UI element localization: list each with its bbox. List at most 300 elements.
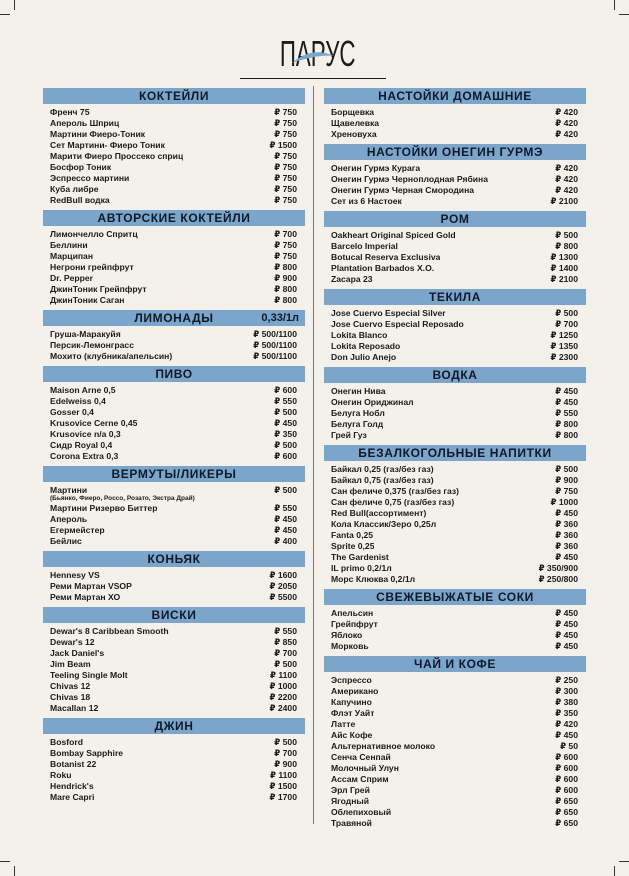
menu-item-price: ₽ 750: [555, 486, 578, 496]
menu-item-list: [324, 672, 586, 833]
menu-item-price: ₽ 500: [555, 464, 578, 474]
menu-item-price: ₽ 700: [555, 319, 578, 329]
menu-item-name: Red Bull(ассортимент): [331, 508, 427, 518]
menu-item: [50, 251, 297, 262]
section-volume-note: 0,33/1л: [261, 312, 299, 324]
section-header: [43, 366, 305, 382]
section-title: ВЕРМУТЫ/ЛИКЕРЫ: [111, 467, 237, 481]
menu-item-name: Молочный Улун: [331, 763, 399, 773]
menu-item-name: Roku: [50, 770, 72, 780]
menu-item-name: Мартини: [50, 485, 88, 495]
menu-item-price: ₽ 600: [274, 385, 297, 395]
menu-column-right: [324, 88, 586, 833]
menu-item-name: Мартини Ризерво Биттер: [50, 503, 158, 513]
menu-item-price: ₽ 300: [555, 686, 578, 696]
menu-item-price: ₽ 500/1100: [253, 329, 297, 339]
menu-item-name: Белуга Нобл: [331, 408, 385, 418]
menu-item-price: ₽ 600: [274, 451, 297, 461]
menu-item-name: Сет Мартини- Фиеро Тоник: [50, 140, 165, 150]
menu-item-price: ₽ 850: [274, 637, 297, 647]
section-title: ВОДКА: [432, 368, 478, 382]
menu-item-name: Corona Extra 0,3: [50, 451, 119, 461]
crop-mark: [0, 14, 10, 15]
menu-item-list: [43, 104, 305, 210]
menu-item-price: ₽ 800: [274, 284, 297, 294]
menu-item-price: ₽ 500: [555, 230, 578, 240]
menu-item-name: Ягодный: [331, 796, 370, 806]
menu-item-price: ₽ 600: [555, 774, 578, 784]
menu-item-name: Онегин Нива: [331, 386, 386, 396]
menu-item: [331, 574, 578, 585]
menu-item-name: Груша-Маракуйя: [50, 329, 121, 339]
menu-item: [50, 396, 297, 407]
menu-item: [331, 530, 578, 541]
menu-item-name: Krusovice Cerne 0,45: [50, 418, 138, 428]
menu-section: [324, 211, 586, 289]
menu-item-name: IL primo 0,2/1л: [331, 563, 392, 573]
menu-item-price: ₽ 700: [274, 748, 297, 758]
section-header: [43, 210, 305, 226]
menu-item-name: Бейлис: [50, 536, 82, 546]
menu-item: [50, 229, 297, 240]
section-title: НАСТОЙКИ ДОМАШНИЕ: [378, 89, 532, 103]
menu-item-price: ₽ 400: [274, 536, 297, 546]
section-title: ПИВО: [155, 367, 193, 381]
menu-item-price: ₽ 500: [274, 659, 297, 669]
menu-item: [50, 570, 297, 581]
menu-section: [43, 466, 305, 551]
menu-item-name: Егермейстер: [50, 525, 105, 535]
menu-section: [43, 718, 305, 807]
menu-item: [331, 397, 578, 408]
menu-section: [324, 656, 586, 833]
menu-item: [50, 184, 297, 195]
menu-item: [331, 741, 578, 752]
menu-item-name: Gosser 0,4: [50, 407, 94, 417]
menu-item-price: ₽ 420: [555, 163, 578, 173]
menu-item-name: ДжинТоник Саган: [50, 295, 125, 305]
section-header: [43, 607, 305, 623]
section-header: [43, 718, 305, 734]
menu-item: [331, 341, 578, 352]
menu-item: [50, 781, 297, 792]
menu-item-price: ₽ 750: [274, 195, 297, 205]
menu-item-name: Эрл Грей: [331, 785, 370, 795]
menu-item-price: ₽ 900: [555, 475, 578, 485]
menu-item-price: ₽ 450: [555, 641, 578, 651]
menu-item-price: ₽ 2100: [550, 196, 578, 206]
menu-item-name: Апероль: [50, 514, 88, 524]
menu-item-price: ₽ 1000: [550, 497, 578, 507]
menu-item: [331, 541, 578, 552]
menu-item: [331, 818, 578, 829]
menu-item-name: Негрони грейпфрут: [50, 262, 134, 272]
menu-item-name: Онегин Гурмэ Курага: [331, 163, 421, 173]
menu-item-price: ₽ 5500: [269, 592, 297, 602]
menu-item-price: ₽ 500/1100: [253, 340, 297, 350]
menu-item-price: ₽ 2200: [269, 692, 297, 702]
menu-item-name: Облепиховый: [331, 807, 392, 817]
menu-item-name: Plantation Barbados X.O.: [331, 263, 435, 273]
menu-item-price: ₽ 420: [555, 185, 578, 195]
menu-item-price: ₽ 450: [555, 508, 578, 518]
menu-item-name: Яблоко: [331, 630, 363, 640]
menu-item: [331, 352, 578, 363]
menu-item-price: ₽ 800: [274, 262, 297, 272]
crop-mark: [614, 866, 615, 876]
menu-section: [324, 289, 586, 367]
menu-item-price: ₽ 700: [274, 648, 297, 658]
menu-item: [50, 503, 297, 514]
menu-section: [43, 551, 305, 607]
menu-item: [50, 759, 297, 770]
section-title: СВЕЖЕВЫЖАТЫЕ СОКИ: [376, 590, 534, 604]
section-title: ДЖИН: [154, 719, 194, 733]
menu-item: [50, 407, 297, 418]
menu-item-price: ₽ 750: [274, 118, 297, 128]
menu-item-name: Dr. Pepper: [50, 273, 93, 283]
menu-item-price: ₽ 2100: [550, 274, 578, 284]
menu-item-price: ₽ 360: [555, 530, 578, 540]
section-header: [324, 367, 586, 383]
menu-item: [50, 429, 297, 440]
menu-item-price: ₽ 350: [274, 429, 297, 439]
crop-mark: [619, 14, 629, 15]
section-title: ЛИМОНАДЫ: [134, 311, 214, 325]
menu-item-name: Сан феличе 0,375 (газ/без газ): [331, 486, 459, 496]
menu-item-name: Jack Daniel's: [50, 648, 105, 658]
section-title: РОМ: [440, 212, 470, 226]
menu-item-name: Айс Кофе: [331, 730, 373, 740]
menu-item: [50, 140, 297, 151]
menu-item-price: ₽ 450: [555, 730, 578, 740]
section-header: [324, 144, 586, 160]
menu-item-price: ₽ 350/900: [538, 563, 578, 573]
menu-item: [50, 385, 297, 396]
menu-section: [324, 88, 586, 144]
menu-item-price: ₽ 550: [555, 408, 578, 418]
menu-item: [50, 129, 297, 140]
section-header: [324, 289, 586, 305]
menu-item-name: Байкал 0,25 (газ/без газ): [331, 464, 434, 474]
menu-item-price: ₽ 420: [555, 129, 578, 139]
menu-section: [43, 607, 305, 718]
menu-item: [331, 475, 578, 486]
menu-item-price: ₽ 500: [274, 737, 297, 747]
menu-item-name: Хреновуха: [331, 129, 377, 139]
menu-item-price: ₽ 550: [274, 503, 297, 513]
crop-mark: [619, 861, 629, 862]
menu-item: [50, 703, 297, 714]
menu-item: [50, 351, 297, 362]
menu-item-name: Флэт Уайт: [331, 708, 375, 718]
menu-item: [331, 308, 578, 319]
menu-item-name: Френч 75: [50, 107, 90, 117]
section-header: [324, 589, 586, 605]
menu-item-name: Альтернативное молоко: [331, 741, 436, 751]
menu-item-name: RedBull водка: [50, 195, 110, 205]
menu-item-price: ₽ 360: [555, 541, 578, 551]
menu-item: [50, 648, 297, 659]
menu-item: [331, 430, 578, 441]
menu-item: [50, 329, 297, 340]
brand-logo: [278, 32, 358, 74]
menu-item-price: ₽ 420: [555, 118, 578, 128]
menu-item: [50, 692, 297, 703]
menu-section: [324, 445, 586, 589]
menu-item-name: Botucal Reserva Exclusiva: [331, 252, 441, 262]
crop-mark: [14, 866, 15, 876]
menu-item-name: Онегин Ориджинал: [331, 397, 414, 407]
menu-item: [50, 592, 297, 603]
menu-item: [331, 185, 578, 196]
menu-item-name: Грейпфрут: [331, 619, 378, 629]
menu-item-price: ₽ 380: [555, 697, 578, 707]
menu-item-price: ₽ 1250: [550, 330, 578, 340]
menu-item-name: Сан феличе 0,75 (газ/без газ): [331, 497, 455, 507]
menu-item: [331, 252, 578, 263]
section-title: АВТОРСКИЕ КОКТЕЙЛИ: [97, 211, 251, 225]
menu-item-name: Марити Фиеро Проссеко сприц: [50, 151, 184, 161]
menu-item-list: [324, 605, 586, 656]
menu-item-name: ДжинТоник Грейпфрут: [50, 284, 147, 294]
menu-item-price: ₽ 1100: [269, 670, 297, 680]
menu-item-price: ₽ 1350: [550, 341, 578, 351]
menu-item-list: [43, 567, 305, 607]
menu-section: [324, 589, 586, 656]
menu-item-name: Chivas 18: [50, 692, 91, 702]
menu-item: [50, 581, 297, 592]
menu-item: [331, 196, 578, 207]
menu-item-name: Реми Мартан ХО: [50, 592, 121, 602]
menu-item-price: ₽ 750: [274, 151, 297, 161]
menu-item-name: Кола Классик/Зеро 0,25л: [331, 519, 437, 529]
menu-item: [331, 497, 578, 508]
menu-item: [331, 107, 578, 118]
menu-item: [50, 262, 297, 273]
menu-item-name: Американо: [331, 686, 379, 696]
menu-item-price: ₽ 550: [274, 626, 297, 636]
menu-item: [50, 107, 297, 118]
menu-item-name: Edelweiss 0,4: [50, 396, 106, 406]
menu-item-price: ₽ 360: [555, 519, 578, 529]
menu-item: [331, 230, 578, 241]
menu-item: [50, 240, 297, 251]
menu-item: [50, 681, 297, 692]
menu-item: [331, 785, 578, 796]
menu-item: [331, 508, 578, 519]
menu-item: [331, 118, 578, 129]
menu-item: [50, 440, 297, 451]
menu-item-price: ₽ 750: [274, 240, 297, 250]
menu-item-name: Капучино: [331, 697, 372, 707]
menu-item-price: ₽ 1700: [269, 792, 297, 802]
menu-item-price: ₽ 750: [274, 184, 297, 194]
menu-item: [50, 162, 297, 173]
menu-item-price: ₽ 420: [555, 719, 578, 729]
menu-item-name: Морс Клюква 0,2/1л: [331, 574, 416, 584]
crop-mark: [614, 0, 615, 10]
brand-logo-text: ПАРУС: [279, 34, 356, 74]
menu-item-list: [324, 227, 586, 289]
menu-item-name: Марципан: [50, 251, 94, 261]
menu-item: [50, 637, 297, 648]
menu-item-name: Реми Мартан VSOP: [50, 581, 132, 591]
menu-item-list: [43, 734, 305, 807]
menu-item: [50, 418, 297, 429]
menu-item: [331, 796, 578, 807]
menu-item: [331, 641, 578, 652]
section-header: [324, 88, 586, 104]
section-title: КОКТЕЙЛИ: [138, 89, 210, 103]
menu-item: [331, 752, 578, 763]
menu-item-name: Грей Гуз: [331, 430, 367, 440]
menu-item-name: Chivas 12: [50, 681, 91, 691]
menu-section: [43, 88, 305, 210]
menu-item-price: ₽ 650: [555, 796, 578, 806]
menu-item: [331, 486, 578, 497]
menu-item-name: Латте: [331, 719, 356, 729]
menu-item-name: Jose Cuervo Especial Reposado: [331, 319, 464, 329]
menu-item-name: Jim Beam: [50, 659, 91, 669]
menu-item-price: ₽ 2400: [269, 703, 297, 713]
menu-item-name: Mare Capri: [50, 792, 95, 802]
menu-item: [50, 748, 297, 759]
menu-item-price: ₽ 600: [555, 763, 578, 773]
menu-item: [331, 774, 578, 785]
menu-item: [50, 737, 297, 748]
menu-item: [331, 730, 578, 741]
menu-item-price: ₽ 250/800: [538, 574, 578, 584]
menu-item-price: ₽ 650: [555, 807, 578, 817]
menu-item-note: (Бьянко, Фиеро, Россо, Розато, Экстра Драй): [50, 495, 195, 502]
menu-item: [50, 151, 297, 162]
menu-item-list: [43, 623, 305, 718]
menu-item-name: Oakheart Original Spiced Gold: [331, 230, 456, 240]
menu-item-name: Macallan 12: [50, 703, 99, 713]
menu-item-name: Сидр Royal 0,4: [50, 440, 113, 450]
menu-item: [331, 386, 578, 397]
section-header: [324, 445, 586, 461]
menu-item-name: Травяной: [331, 818, 372, 828]
menu-item-name: Dewar's 12: [50, 637, 95, 647]
menu-item: [331, 608, 578, 619]
menu-item: [50, 514, 297, 525]
menu-item-price: ₽ 600: [555, 752, 578, 762]
menu-item: [331, 675, 578, 686]
menu-item-price: ₽ 900: [274, 759, 297, 769]
menu-item: [50, 770, 297, 781]
menu-item-name: Эспрессо мартини: [50, 173, 130, 183]
menu-item: [50, 670, 297, 681]
menu-item: [331, 763, 578, 774]
section-header: [324, 211, 586, 227]
logo-underline: [240, 78, 386, 79]
menu-section: [43, 210, 305, 310]
menu-item-name: Щавелевка: [331, 118, 380, 128]
menu-item-price: ₽ 600: [555, 785, 578, 795]
menu-item-price: ₽ 500: [274, 440, 297, 450]
menu-item: [331, 241, 578, 252]
menu-item-price: ₽ 450: [555, 630, 578, 640]
menu-item: [331, 419, 578, 430]
menu-item-name: Teeling Single Molt: [50, 670, 128, 680]
menu-column-left: [43, 88, 305, 807]
menu-item: [50, 792, 297, 803]
menu-section: [324, 367, 586, 445]
menu-item-name: The Gardenist: [331, 552, 389, 562]
menu-item-name: Bosford: [50, 737, 83, 747]
menu-item: [331, 174, 578, 185]
menu-item-name: Куба либре: [50, 184, 99, 194]
menu-item: [331, 274, 578, 285]
menu-item-price: ₽ 1500: [269, 140, 297, 150]
menu-item: [331, 807, 578, 818]
menu-item-name: Байкал 0,75 (газ/без газ): [331, 475, 434, 485]
menu-item-list: [43, 482, 305, 551]
menu-item-name: Борщевка: [331, 107, 375, 117]
menu-item-name: Botanist 22: [50, 759, 97, 769]
menu-item-name: Беллини: [50, 240, 88, 250]
menu-item: [50, 626, 297, 637]
menu-item: [331, 163, 578, 174]
menu-item: [331, 408, 578, 419]
crop-mark: [0, 861, 10, 862]
menu-item: [331, 686, 578, 697]
section-header: [43, 551, 305, 567]
section-header: [43, 466, 305, 482]
menu-item-price: ₽ 750: [274, 162, 297, 172]
menu-item-list: [324, 383, 586, 445]
menu-item-price: ₽ 450: [555, 552, 578, 562]
menu-item-name: Zacapa 23: [331, 274, 373, 284]
menu-item: [331, 630, 578, 641]
menu-item-price: ₽ 2050: [269, 581, 297, 591]
menu-item-price: ₽ 450: [274, 418, 297, 428]
menu-item: [331, 330, 578, 341]
crop-mark: [14, 0, 15, 10]
menu-item-name: Ассам Сприм: [331, 774, 389, 784]
section-title: КОНЬЯК: [147, 552, 201, 566]
menu-item: [50, 659, 297, 670]
menu-item-price: ₽ 450: [555, 386, 578, 396]
section-title: БЕЗАЛКОГОЛЬНЫЕ НАПИТКИ: [358, 446, 552, 460]
menu-item-name: Сенча Сенпай: [331, 752, 391, 762]
section-title: ВИСКИ: [151, 608, 197, 622]
menu-item: [331, 708, 578, 719]
menu-item-list: [324, 461, 586, 589]
menu-section: [43, 366, 305, 466]
menu-item: [50, 273, 297, 284]
menu-item: [331, 319, 578, 330]
menu-item-price: ₽ 1300: [550, 252, 578, 262]
menu-item-name: Sprite 0,25: [331, 541, 375, 551]
menu-item-name: Jose Cuervo Especial Silver: [331, 308, 446, 318]
section-title: НАСТОЙКИ ОНЕГИН ГУРМЭ: [366, 145, 544, 159]
menu-item-price: ₽ 1000: [269, 681, 297, 691]
menu-item: [331, 563, 578, 574]
menu-section: [324, 144, 586, 211]
menu-item-price: ₽ 500: [555, 308, 578, 318]
menu-item-list: [43, 226, 305, 310]
column-divider: [313, 86, 314, 824]
menu-item-name: Krusovice n/a 0,3: [50, 429, 121, 439]
menu-item-price: ₽ 350: [555, 708, 578, 718]
menu-item-price: ₽ 1600: [269, 570, 297, 580]
menu-item: [331, 519, 578, 530]
menu-item-price: ₽ 50: [560, 741, 578, 751]
menu-item-price: ₽ 1100: [269, 770, 297, 780]
